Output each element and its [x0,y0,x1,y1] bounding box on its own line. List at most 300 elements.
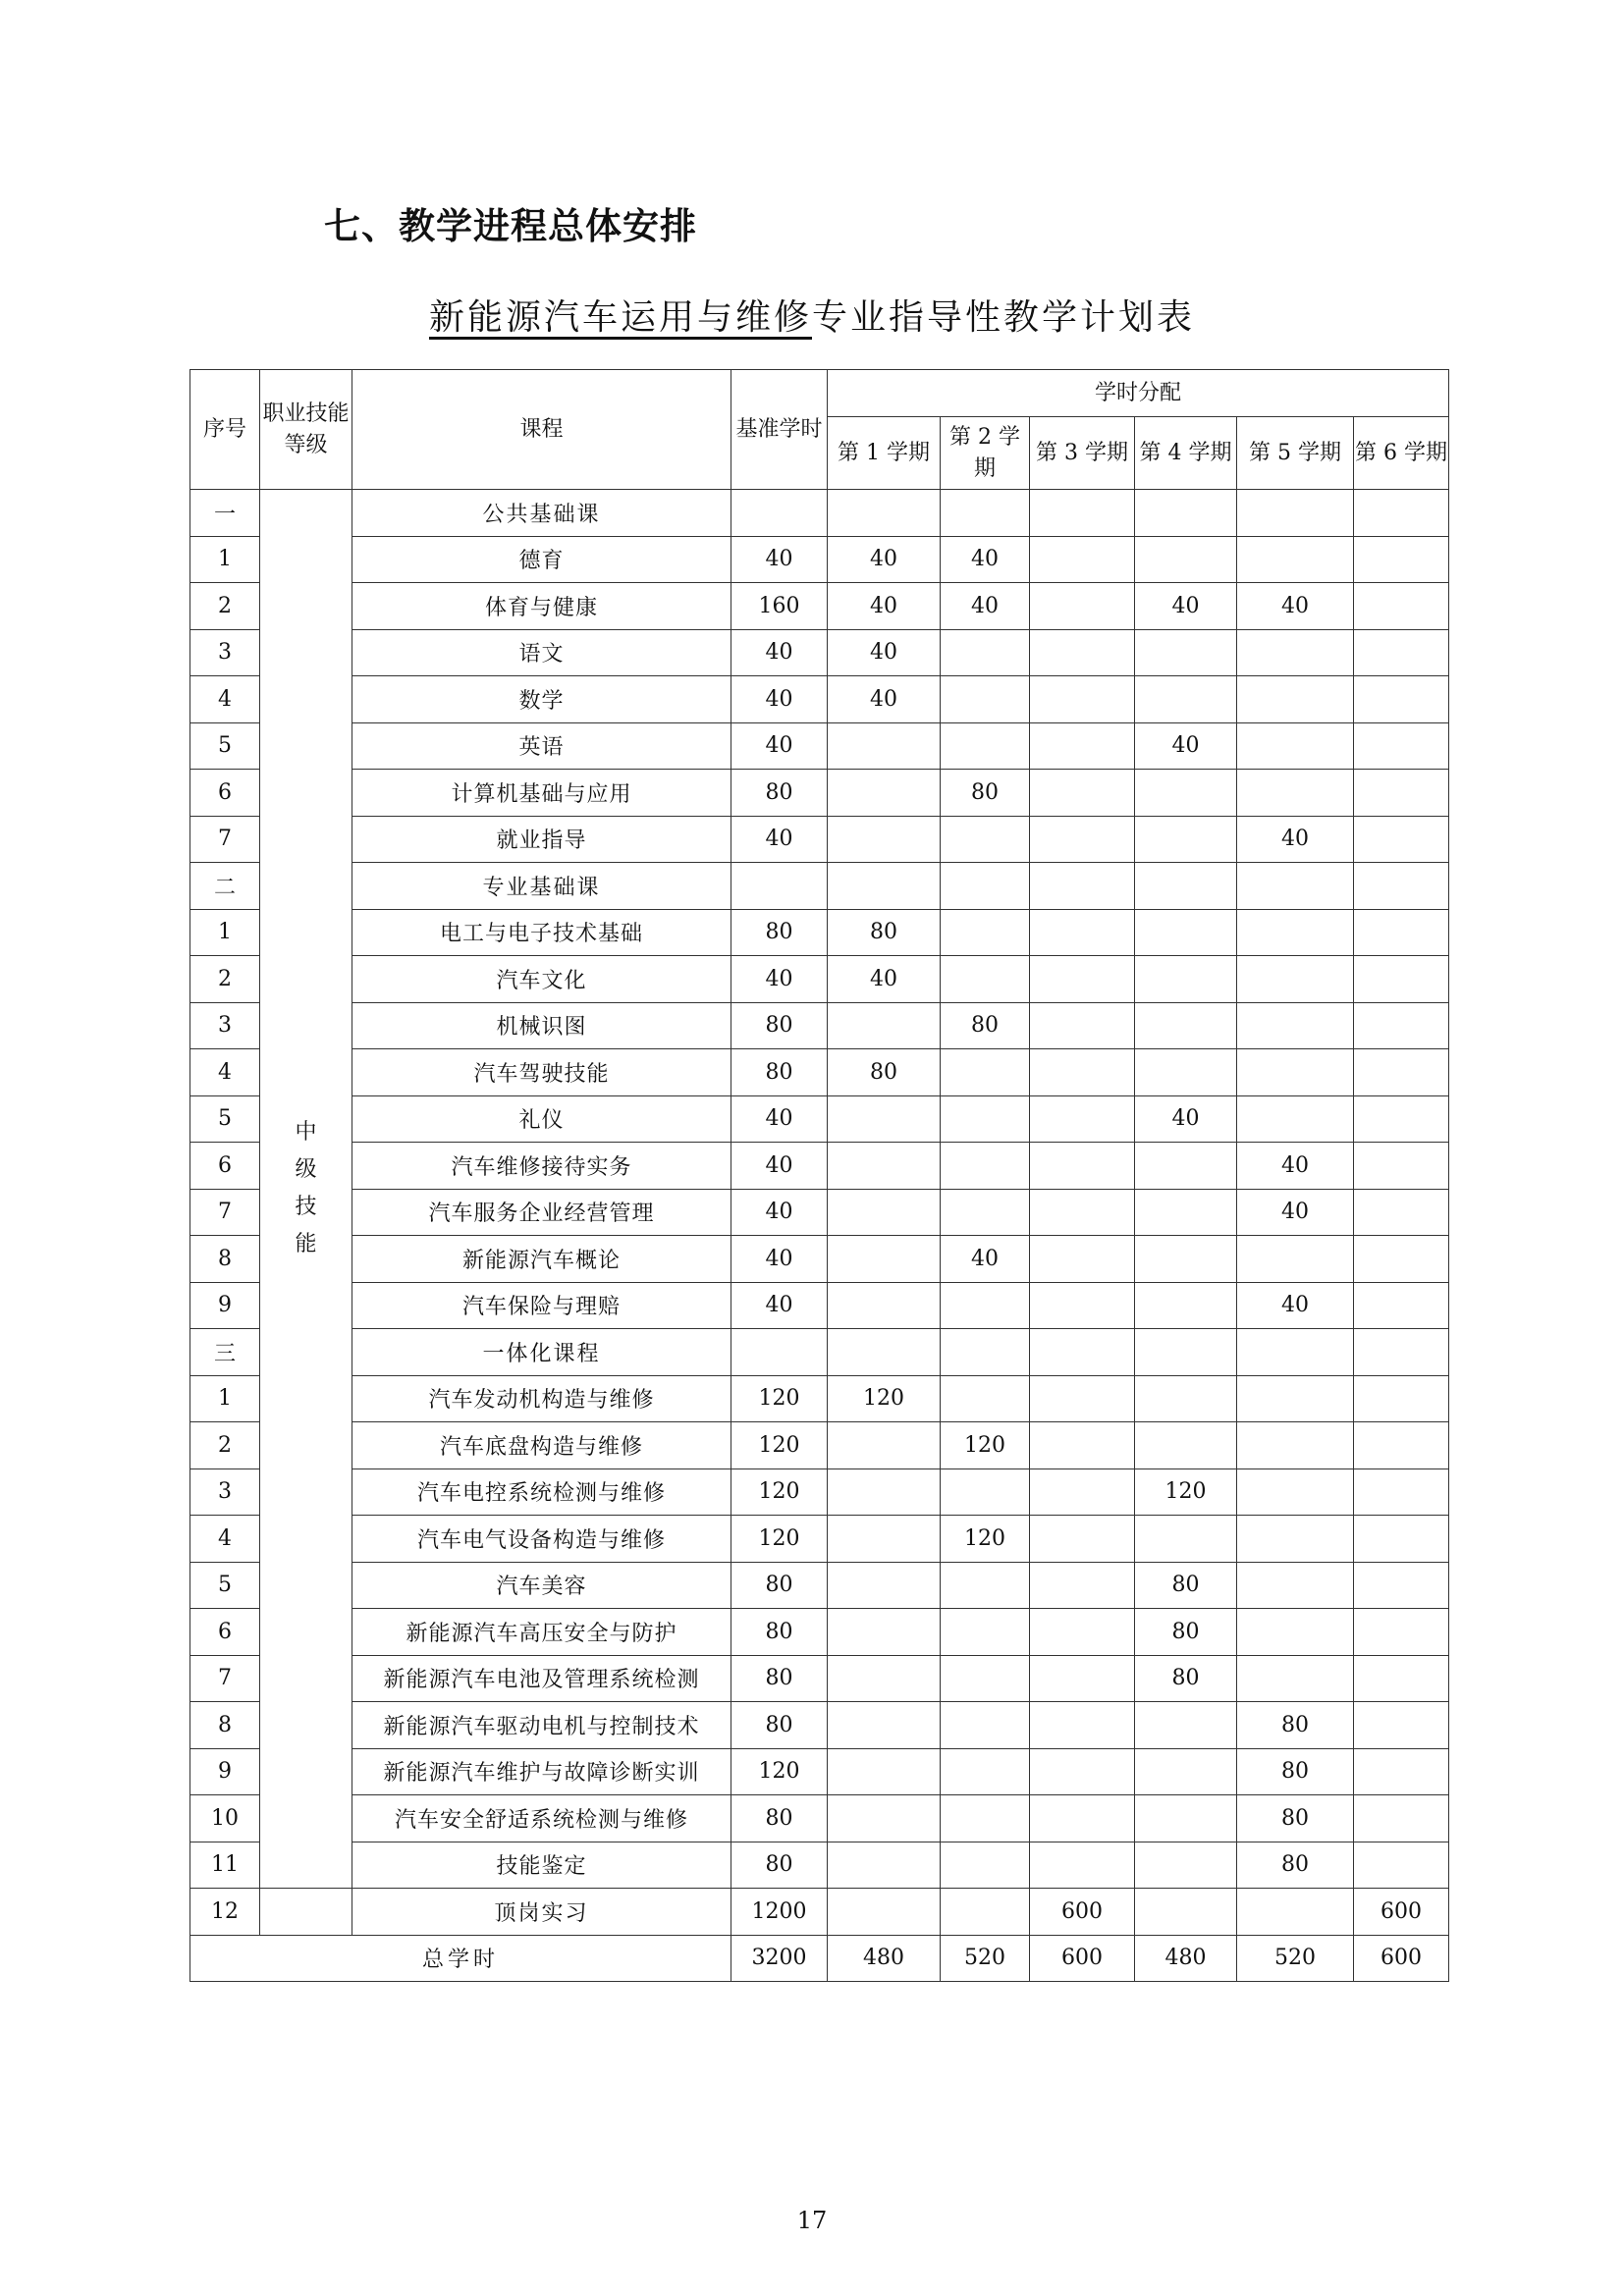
base-hours: 80 [731,770,828,817]
document-title [0,290,1624,340]
table-row [190,1236,1449,1283]
term-1-hours: 40 [828,629,941,676]
header-term-4: 第 4 学期 [1135,417,1237,490]
course-name: 计算机基础与应用 [352,770,731,817]
term-2-hours [941,1842,1030,1889]
base-hours: 40 [731,1236,828,1283]
course-name: 新能源汽车驱动电机与控制技术 [352,1702,731,1749]
term-1-hours [828,816,941,863]
table-row [190,583,1449,630]
term-1-hours: 40 [828,676,941,723]
term-3-hours [1030,1468,1135,1516]
table-row [190,676,1449,723]
table-row [190,629,1449,676]
base-hours: 160 [731,583,828,630]
term-5-hours [1237,1889,1354,1936]
term-2-hours [941,909,1030,956]
skill-level-cell: 中 级 技 能 [260,490,352,1889]
row-seq: 7 [190,1189,260,1236]
term-2-hours [941,1795,1030,1842]
term-2-hours [941,722,1030,770]
document-title-major: 新能源汽车运用与维修 [428,297,812,338]
total-hours: 3200 [731,1935,828,1982]
term-1-hours [828,1189,941,1236]
term-4-hours [1135,490,1237,537]
table-row [190,1468,1449,1516]
header-course: 课程 [352,370,731,490]
term-4-hours [1135,863,1237,910]
base-hours: 40 [731,956,828,1003]
term-4-hours [1135,909,1237,956]
term-2-hours: 40 [941,583,1030,630]
row-seq: 6 [190,1143,260,1190]
term-1-hours [828,1095,941,1143]
term-4-hours [1135,1516,1237,1563]
term-4-hours: 80 [1135,1609,1237,1656]
course-name: 汽车维修接待实务 [352,1143,731,1190]
term-3-hours [1030,1002,1135,1049]
term-3-hours [1030,1049,1135,1096]
base-hours: 80 [731,1049,828,1096]
row-seq: 12 [190,1889,260,1936]
term-6-hours [1354,1609,1449,1656]
term-2-hours: 40 [941,536,1030,583]
term-1-hours [828,1842,941,1889]
term-5-hours: 80 [1237,1795,1354,1842]
table-row [190,909,1449,956]
course-name: 体育与健康 [352,583,731,630]
course-name: 汽车服务企业经营管理 [352,1189,731,1236]
term-1-hours [828,1468,941,1516]
term-3-hours [1030,909,1135,956]
term-5-hours [1237,722,1354,770]
term-1-hours [828,1002,941,1049]
row-seq: 8 [190,1236,260,1283]
base-hours: 80 [731,1002,828,1049]
course-name: 新能源汽车高压安全与防护 [352,1609,731,1656]
term-5-hours: 40 [1237,1143,1354,1190]
term-3-hours [1030,770,1135,817]
term-4-hours [1135,1002,1237,1049]
total-term-2: 520 [941,1935,1030,1982]
row-seq: 2 [190,583,260,630]
term-3-hours [1030,1095,1135,1143]
term-6-hours [1354,536,1449,583]
row-seq: 7 [190,1655,260,1702]
term-6-hours [1354,956,1449,1003]
base-hours: 80 [731,1562,828,1609]
term-2-hours [941,1702,1030,1749]
term-5-hours [1237,1375,1354,1422]
term-1-hours [828,1889,941,1936]
term-1-hours [828,1236,941,1283]
term-1-hours [828,490,941,537]
table-row [190,722,1449,770]
course-name: 电工与电子技术基础 [352,909,731,956]
table-row [190,1516,1449,1563]
term-2-hours [941,1468,1030,1516]
table-row [190,770,1449,817]
row-seq: 三 [190,1329,260,1376]
term-2-hours [941,676,1030,723]
term-6-hours [1354,490,1449,537]
term-6-hours [1354,1516,1449,1563]
base-hours: 120 [731,1516,828,1563]
term-3-hours [1030,1842,1135,1889]
row-seq: 3 [190,1002,260,1049]
term-6-hours [1354,1795,1449,1842]
term-5-hours [1237,1002,1354,1049]
term-5-hours [1237,1329,1354,1376]
term-6-hours [1354,1095,1449,1143]
row-seq: 5 [190,722,260,770]
term-2-hours [941,1282,1030,1329]
header-seq: 序号 [190,370,260,490]
term-5-hours [1237,1516,1354,1563]
header-term-3: 第 3 学期 [1030,417,1135,490]
term-5-hours [1237,1609,1354,1656]
table-body [190,490,1449,1982]
course-name: 汽车安全舒适系统检测与维修 [352,1795,731,1842]
row-seq: 4 [190,676,260,723]
term-5-hours: 80 [1237,1748,1354,1795]
term-3-hours [1030,490,1135,537]
term-5-hours [1237,490,1354,537]
term-4-hours: 80 [1135,1655,1237,1702]
term-4-hours [1135,1236,1237,1283]
term-2-hours [941,1609,1030,1656]
term-4-hours [1135,1375,1237,1422]
term-2-hours [941,956,1030,1003]
base-hours: 40 [731,629,828,676]
term-3-hours [1030,863,1135,910]
table-row [190,1702,1449,1749]
total-label: 总学时 [190,1935,731,1982]
term-3-hours [1030,583,1135,630]
base-hours: 40 [731,1189,828,1236]
term-6-hours [1354,1702,1449,1749]
term-6-hours [1354,816,1449,863]
term-5-hours: 40 [1237,816,1354,863]
row-seq: 3 [190,1468,260,1516]
term-5-hours [1237,909,1354,956]
course-name: 德育 [352,536,731,583]
term-5-hours: 40 [1237,583,1354,630]
term-1-hours [828,1795,941,1842]
row-seq: 二 [190,863,260,910]
base-hours: 80 [731,909,828,956]
term-6-hours [1354,1422,1449,1469]
term-4-hours [1135,536,1237,583]
term-2-hours [941,1049,1030,1096]
table-row [190,1562,1449,1609]
total-term-6: 600 [1354,1935,1449,1982]
term-4-hours [1135,956,1237,1003]
course-name: 新能源汽车维护与故障诊断实训 [352,1748,731,1795]
term-3-hours [1030,629,1135,676]
row-seq: 4 [190,1049,260,1096]
row-seq: 11 [190,1842,260,1889]
row-seq: 7 [190,816,260,863]
term-3-hours [1030,1189,1135,1236]
term-5-hours: 40 [1237,1189,1354,1236]
header-level: 职业技能等级 [260,370,352,490]
page-number: 17 [796,2207,828,2234]
table-row [190,1375,1449,1422]
term-1-hours: 80 [828,909,941,956]
course-name: 机械识图 [352,1002,731,1049]
term-6-hours [1354,583,1449,630]
row-seq: 10 [190,1795,260,1842]
table-row [190,1282,1449,1329]
term-3-hours [1030,1236,1135,1283]
term-4-hours [1135,770,1237,817]
term-2-hours [941,1143,1030,1190]
table-row [190,536,1449,583]
course-name: 汽车保险与理赔 [352,1282,731,1329]
term-3-hours [1030,1143,1135,1190]
term-3-hours: 600 [1030,1889,1135,1936]
term-6-hours [1354,1748,1449,1795]
term-3-hours [1030,1748,1135,1795]
term-5-hours: 40 [1237,1282,1354,1329]
skill-level-cell-empty [260,1889,352,1936]
base-hours: 120 [731,1375,828,1422]
term-6-hours [1354,1236,1449,1283]
term-2-hours [941,1748,1030,1795]
base-hours: 120 [731,1748,828,1795]
term-5-hours [1237,1655,1354,1702]
term-6-hours [1354,1842,1449,1889]
term-4-hours [1135,1422,1237,1469]
row-seq: 4 [190,1516,260,1563]
term-3-hours [1030,1702,1135,1749]
course-name: 新能源汽车概论 [352,1236,731,1283]
header-distribution: 学时分配 [828,370,1449,417]
term-2-hours [941,1889,1030,1936]
term-5-hours [1237,1468,1354,1516]
header-term-6: 第 6 学期 [1354,417,1449,490]
term-4-hours [1135,816,1237,863]
header-term-2: 第 2 学期 [941,417,1030,490]
term-4-hours [1135,1282,1237,1329]
base-hours: 40 [731,1143,828,1190]
table-row [190,1609,1449,1656]
header-hours: 基准学时 [731,370,828,490]
row-seq: 5 [190,1562,260,1609]
term-5-hours [1237,676,1354,723]
section-title: 一体化课程 [352,1329,731,1376]
term-6-hours [1354,1562,1449,1609]
term-4-hours [1135,1889,1237,1936]
term-5-hours [1237,1422,1354,1469]
term-3-hours [1030,1516,1135,1563]
base-hours: 40 [731,722,828,770]
table-row [190,1748,1449,1795]
course-name: 汽车发动机构造与维修 [352,1375,731,1422]
base-hours [731,490,828,537]
table-row [190,956,1449,1003]
base-hours [731,1329,828,1376]
term-5-hours: 80 [1237,1702,1354,1749]
document-title-suffix: 专业指导性教学计划表 [812,297,1196,338]
term-6-hours [1354,1375,1449,1422]
term-1-hours [828,863,941,910]
term-5-hours [1237,1049,1354,1096]
term-5-hours [1237,1562,1354,1609]
base-hours: 40 [731,536,828,583]
term-5-hours [1237,770,1354,817]
term-2-hours [941,490,1030,537]
row-seq: 6 [190,770,260,817]
term-5-hours [1237,863,1354,910]
table-row [190,1002,1449,1049]
term-1-hours [828,1329,941,1376]
term-2-hours [941,1375,1030,1422]
term-4-hours [1135,1702,1237,1749]
term-2-hours: 120 [941,1516,1030,1563]
term-6-hours [1354,1655,1449,1702]
term-2-hours: 120 [941,1422,1030,1469]
term-6-hours [1354,1282,1449,1329]
term-1-hours [828,1655,941,1702]
course-name: 语文 [352,629,731,676]
section-row [190,863,1449,910]
term-4-hours: 40 [1135,1095,1237,1143]
term-6-hours [1354,770,1449,817]
teaching-plan-table [189,369,1449,1982]
term-1-hours [828,1516,941,1563]
term-6-hours [1354,1002,1449,1049]
table-row [190,1189,1449,1236]
term-6-hours [1354,1329,1449,1376]
term-3-hours [1030,1562,1135,1609]
base-hours: 80 [731,1795,828,1842]
term-3-hours [1030,1329,1135,1376]
table-row [190,1049,1449,1096]
section-row [190,490,1449,537]
row-seq: 1 [190,909,260,956]
table-row [190,1095,1449,1143]
table-row [190,1422,1449,1469]
term-5-hours [1237,956,1354,1003]
course-name: 数学 [352,676,731,723]
term-6-hours [1354,1049,1449,1096]
term-1-hours [828,1143,941,1190]
row-seq: 3 [190,629,260,676]
base-hours: 40 [731,676,828,723]
term-2-hours [941,1189,1030,1236]
term-2-hours [941,1562,1030,1609]
term-5-hours: 80 [1237,1842,1354,1889]
term-5-hours [1237,1236,1354,1283]
term-4-hours: 120 [1135,1468,1237,1516]
term-6-hours [1354,1189,1449,1236]
table-row [190,1655,1449,1702]
term-2-hours [941,816,1030,863]
course-name: 英语 [352,722,731,770]
term-1-hours: 40 [828,583,941,630]
term-3-hours [1030,1375,1135,1422]
table-row [190,816,1449,863]
term-4-hours [1135,1143,1237,1190]
row-seq: 2 [190,956,260,1003]
term-2-hours: 80 [941,1002,1030,1049]
term-2-hours [941,1329,1030,1376]
total-term-4: 480 [1135,1935,1237,1982]
section-heading: 七、教学进程总体安排 [324,205,697,247]
section-row [190,1329,1449,1376]
term-3-hours [1030,1422,1135,1469]
term-3-hours [1030,722,1135,770]
term-1-hours [828,722,941,770]
term-6-hours: 600 [1354,1889,1449,1936]
term-1-hours [828,1748,941,1795]
term-6-hours [1354,1468,1449,1516]
term-1-hours [828,770,941,817]
term-3-hours [1030,956,1135,1003]
section-title: 专业基础课 [352,863,731,910]
term-1-hours: 80 [828,1049,941,1096]
course-name: 技能鉴定 [352,1842,731,1889]
row-seq: 1 [190,536,260,583]
term-2-hours: 40 [941,1236,1030,1283]
term-6-hours [1354,1143,1449,1190]
base-hours: 40 [731,1282,828,1329]
term-4-hours [1135,1842,1237,1889]
course-name: 汽车底盘构造与维修 [352,1422,731,1469]
term-4-hours [1135,1049,1237,1096]
row-seq: 一 [190,490,260,537]
course-name: 就业指导 [352,816,731,863]
course-name: 礼仪 [352,1095,731,1143]
term-4-hours: 80 [1135,1562,1237,1609]
total-term-5: 520 [1237,1935,1354,1982]
row-seq: 9 [190,1748,260,1795]
total-row [190,1935,1449,1982]
base-hours: 120 [731,1422,828,1469]
term-6-hours [1354,909,1449,956]
row-seq: 8 [190,1702,260,1749]
base-hours: 120 [731,1468,828,1516]
term-3-hours [1030,1655,1135,1702]
term-3-hours [1030,1282,1135,1329]
term-1-hours [828,1422,941,1469]
term-5-hours [1237,536,1354,583]
term-3-hours [1030,1795,1135,1842]
term-2-hours: 80 [941,770,1030,817]
term-4-hours [1135,676,1237,723]
row-seq: 2 [190,1422,260,1469]
term-5-hours [1237,629,1354,676]
section-title: 公共基础课 [352,490,731,537]
term-3-hours [1030,536,1135,583]
course-name: 顶岗实习 [352,1889,731,1936]
term-2-hours [941,1095,1030,1143]
term-4-hours [1135,629,1237,676]
total-term-1: 480 [828,1935,941,1982]
term-6-hours [1354,722,1449,770]
term-4-hours [1135,1795,1237,1842]
row-seq: 1 [190,1375,260,1422]
row-seq: 6 [190,1609,260,1656]
table-row [190,1889,1449,1936]
term-2-hours [941,863,1030,910]
course-name: 汽车美容 [352,1562,731,1609]
total-term-3: 600 [1030,1935,1135,1982]
term-4-hours [1135,1189,1237,1236]
base-hours: 80 [731,1842,828,1889]
